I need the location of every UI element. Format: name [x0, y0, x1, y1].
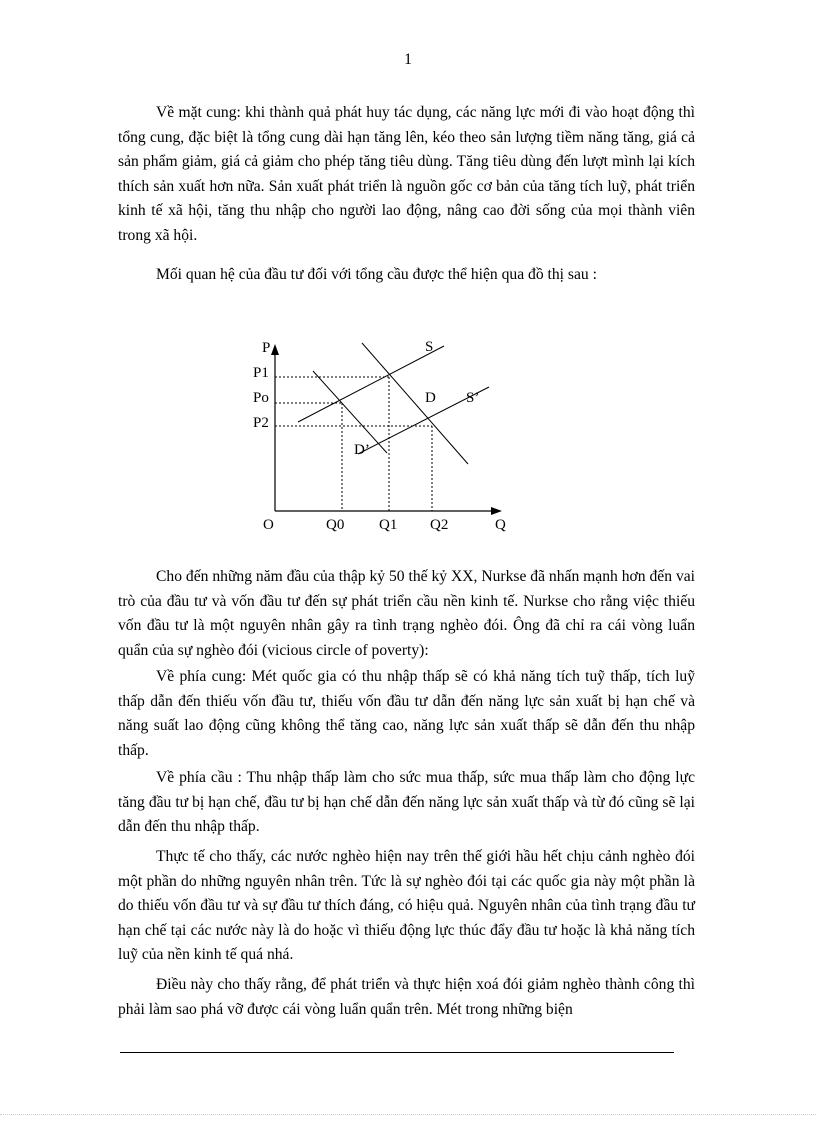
- label-p2: P2: [253, 415, 269, 431]
- label-q2: Q2: [430, 517, 449, 533]
- paragraph-supply-side: Về mặt cung: khi thành quả phát huy tác dụng, các năng lực mới đi vào hoạt động thì tổng cung, đặc biệt là tổng cung dài hạn tăng lên, kéo theo sản lượng tiềm năng tăng, giá cả sản phẩm giảm, giá cả giảm cho phép tăng tiêu dùng. Tăng tiêu dùng đến lượt mình lại kích thích sản xuất hơn nữa. Sản xuất phát triển là nguồn gốc cơ bản của tăng tích luỹ, phát triển kinh tế xã hội, tăng thu nhập cho người lao động, nâng cao đời sống của mọi thành viên trong xã hội.: [118, 104, 695, 244]
- page-number: 1: [404, 51, 412, 68]
- paragraph-conclusion: Điều này cho thấy rằng, để phát triển và thực hiện xoá đói giảm nghèo thành công thì phải làm sao phá vỡ được cái vòng luẩn quẩn trên. Mét trong những biện: [118, 976, 695, 1018]
- footer-rule: [120, 1052, 674, 1053]
- paragraph-nurkse: Cho đến những năm đầu của thập kỷ 50 thế kỷ XX, Nurkse đã nhấn mạnh hơn đến vai trò của đầu tư và vốn đầu tư đến sự phát triển cầu nền kinh tế. Nurkse cho rằng việc thiếu vốn đầu tư là một nguyên nhân gây ra tình trạng nghèo đói. Ông đã chỉ ra cái vòng luẩn quẩn của sự nghèo đói (vicious circle of poverty):: [118, 568, 695, 659]
- label-d-prime: D’: [354, 442, 370, 458]
- label-p: P: [262, 340, 271, 356]
- page-bottom-border: [0, 1114, 816, 1115]
- label-q0: Q0: [326, 517, 345, 533]
- label-p1: P1: [253, 365, 269, 381]
- label-q: Q: [495, 517, 506, 533]
- paragraph-supply-circle: Về phía cung: Mét quốc gia có thu nhập thấp sẽ có khả năng tích tuỹ thấp, tích luỹ thấp dẫn đến thiếu vốn đầu tư, thiếu vốn đầu tư dẫn đến năng lực sản xuất bị hạn chế và năng suất lao động cũng không thể tăng cao, năng lực sản xuất thấp sẽ dẫn đến thu nhập thấp.: [118, 668, 695, 759]
- label-s-prime: S’: [466, 390, 480, 406]
- label-d: D: [425, 390, 436, 406]
- quantity-axis-arrow: [491, 507, 502, 515]
- label-s: S: [425, 339, 434, 355]
- paragraph-graph-intro: Mối quan hệ của đầu tư đối với tổng cầu được thể hiện qua đồ thị sau :: [156, 266, 597, 283]
- demand-curve-d-prime: [313, 371, 387, 453]
- supply-demand-graph: [246, 326, 516, 536]
- price-axis-arrow: [271, 344, 279, 355]
- supply-curve-s: [298, 346, 444, 422]
- label-origin: O: [263, 517, 274, 533]
- label-po: Po: [253, 390, 269, 406]
- paragraph-reality: Thực tế cho thấy, các nước nghèo hiện nay trên thế giới hầu hết chịu cảnh nghèo đói một phần do những nguyên nhân trên. Tức là sự nghèo đói tại các quốc gia này một phần là do thiếu vốn đầu tư và sự đầu tư thích đáng, có hiệu quả. Nguyên nhân của tình trạng đầu tư hạn chế tại các nước này là do hoặc vì thiếu động lực thúc đẩy đầu tư hoặc là khả năng tích luỹ của nền kinh tế quá nhá.: [118, 848, 695, 963]
- label-q1: Q1: [379, 517, 398, 533]
- paragraph-demand-circle: Về phía cầu : Thu nhập thấp làm cho sức mua thấp, sức mua thấp làm cho động lực tăng đầu tư bị hạn chế, đầu tư bị hạn chế dẫn đến năng lực sản xuất thấp và từ đó cũng sẽ lại dẫn đến thu nhập thấp.: [118, 769, 695, 835]
